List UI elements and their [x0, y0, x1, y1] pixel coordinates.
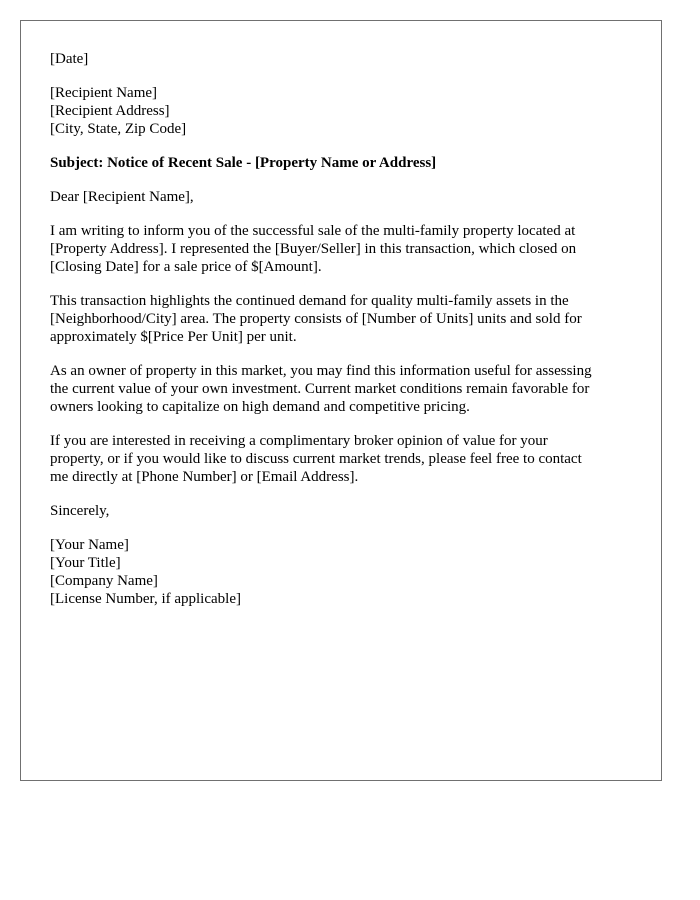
letter-body	[50, 50, 640, 624]
signature-license: [License Number, if applicable]	[50, 591, 241, 607]
paragraph-sale-notice: I am writing to inform you of the successful sale of the multi-family property located at [Property Address]. I represented the [Buyer/Seller] in this transaction, which closed on [Closing Date] for a sale price of $[Amount].	[50, 223, 577, 275]
paragraph-owner-value: As an owner of property in this market, you may find this information useful for assessing the current value of your own investment. Current market conditions remain favorable for owners looking to capitalize on high demand and competitive pricing.	[50, 363, 592, 415]
paragraph-market-demand: This transaction highlights the continued demand for quality multi-family assets in the [Neighborhood/City] area. The property consists of [Number of Units] units and sold for approximately $[Price Per Unit] per unit.	[50, 293, 582, 345]
date-block	[50, 50, 640, 68]
recipient-name: [Recipient Name]	[50, 85, 158, 101]
salutation-block	[50, 188, 640, 206]
date: [Date]	[50, 51, 89, 67]
closing: Sincerely,	[50, 503, 110, 519]
paragraph-contact: If you are interested in receiving a complimentary broker opinion of value for your property, or if you would like to discuss current market trends, please feel free to contact me directly at [Phone Number] or [Email Address].	[50, 433, 582, 485]
signature-name: [Your Name]	[50, 537, 129, 553]
salutation: Dear [Recipient Name],	[50, 189, 194, 205]
recipient-address: [Recipient Address]	[50, 103, 170, 119]
letter-page	[20, 20, 662, 781]
subject-block	[50, 154, 640, 172]
subject-line: Subject: Notice of Recent Sale - [Property Name or Address]	[50, 155, 437, 171]
closing-block	[50, 502, 640, 520]
signature-title: [Your Title]	[50, 555, 121, 571]
signature-block	[50, 536, 640, 608]
signature-company: [Company Name]	[50, 573, 158, 589]
recipient-city-state-zip: [City, State, Zip Code]	[50, 121, 187, 137]
recipient-block	[50, 84, 640, 138]
